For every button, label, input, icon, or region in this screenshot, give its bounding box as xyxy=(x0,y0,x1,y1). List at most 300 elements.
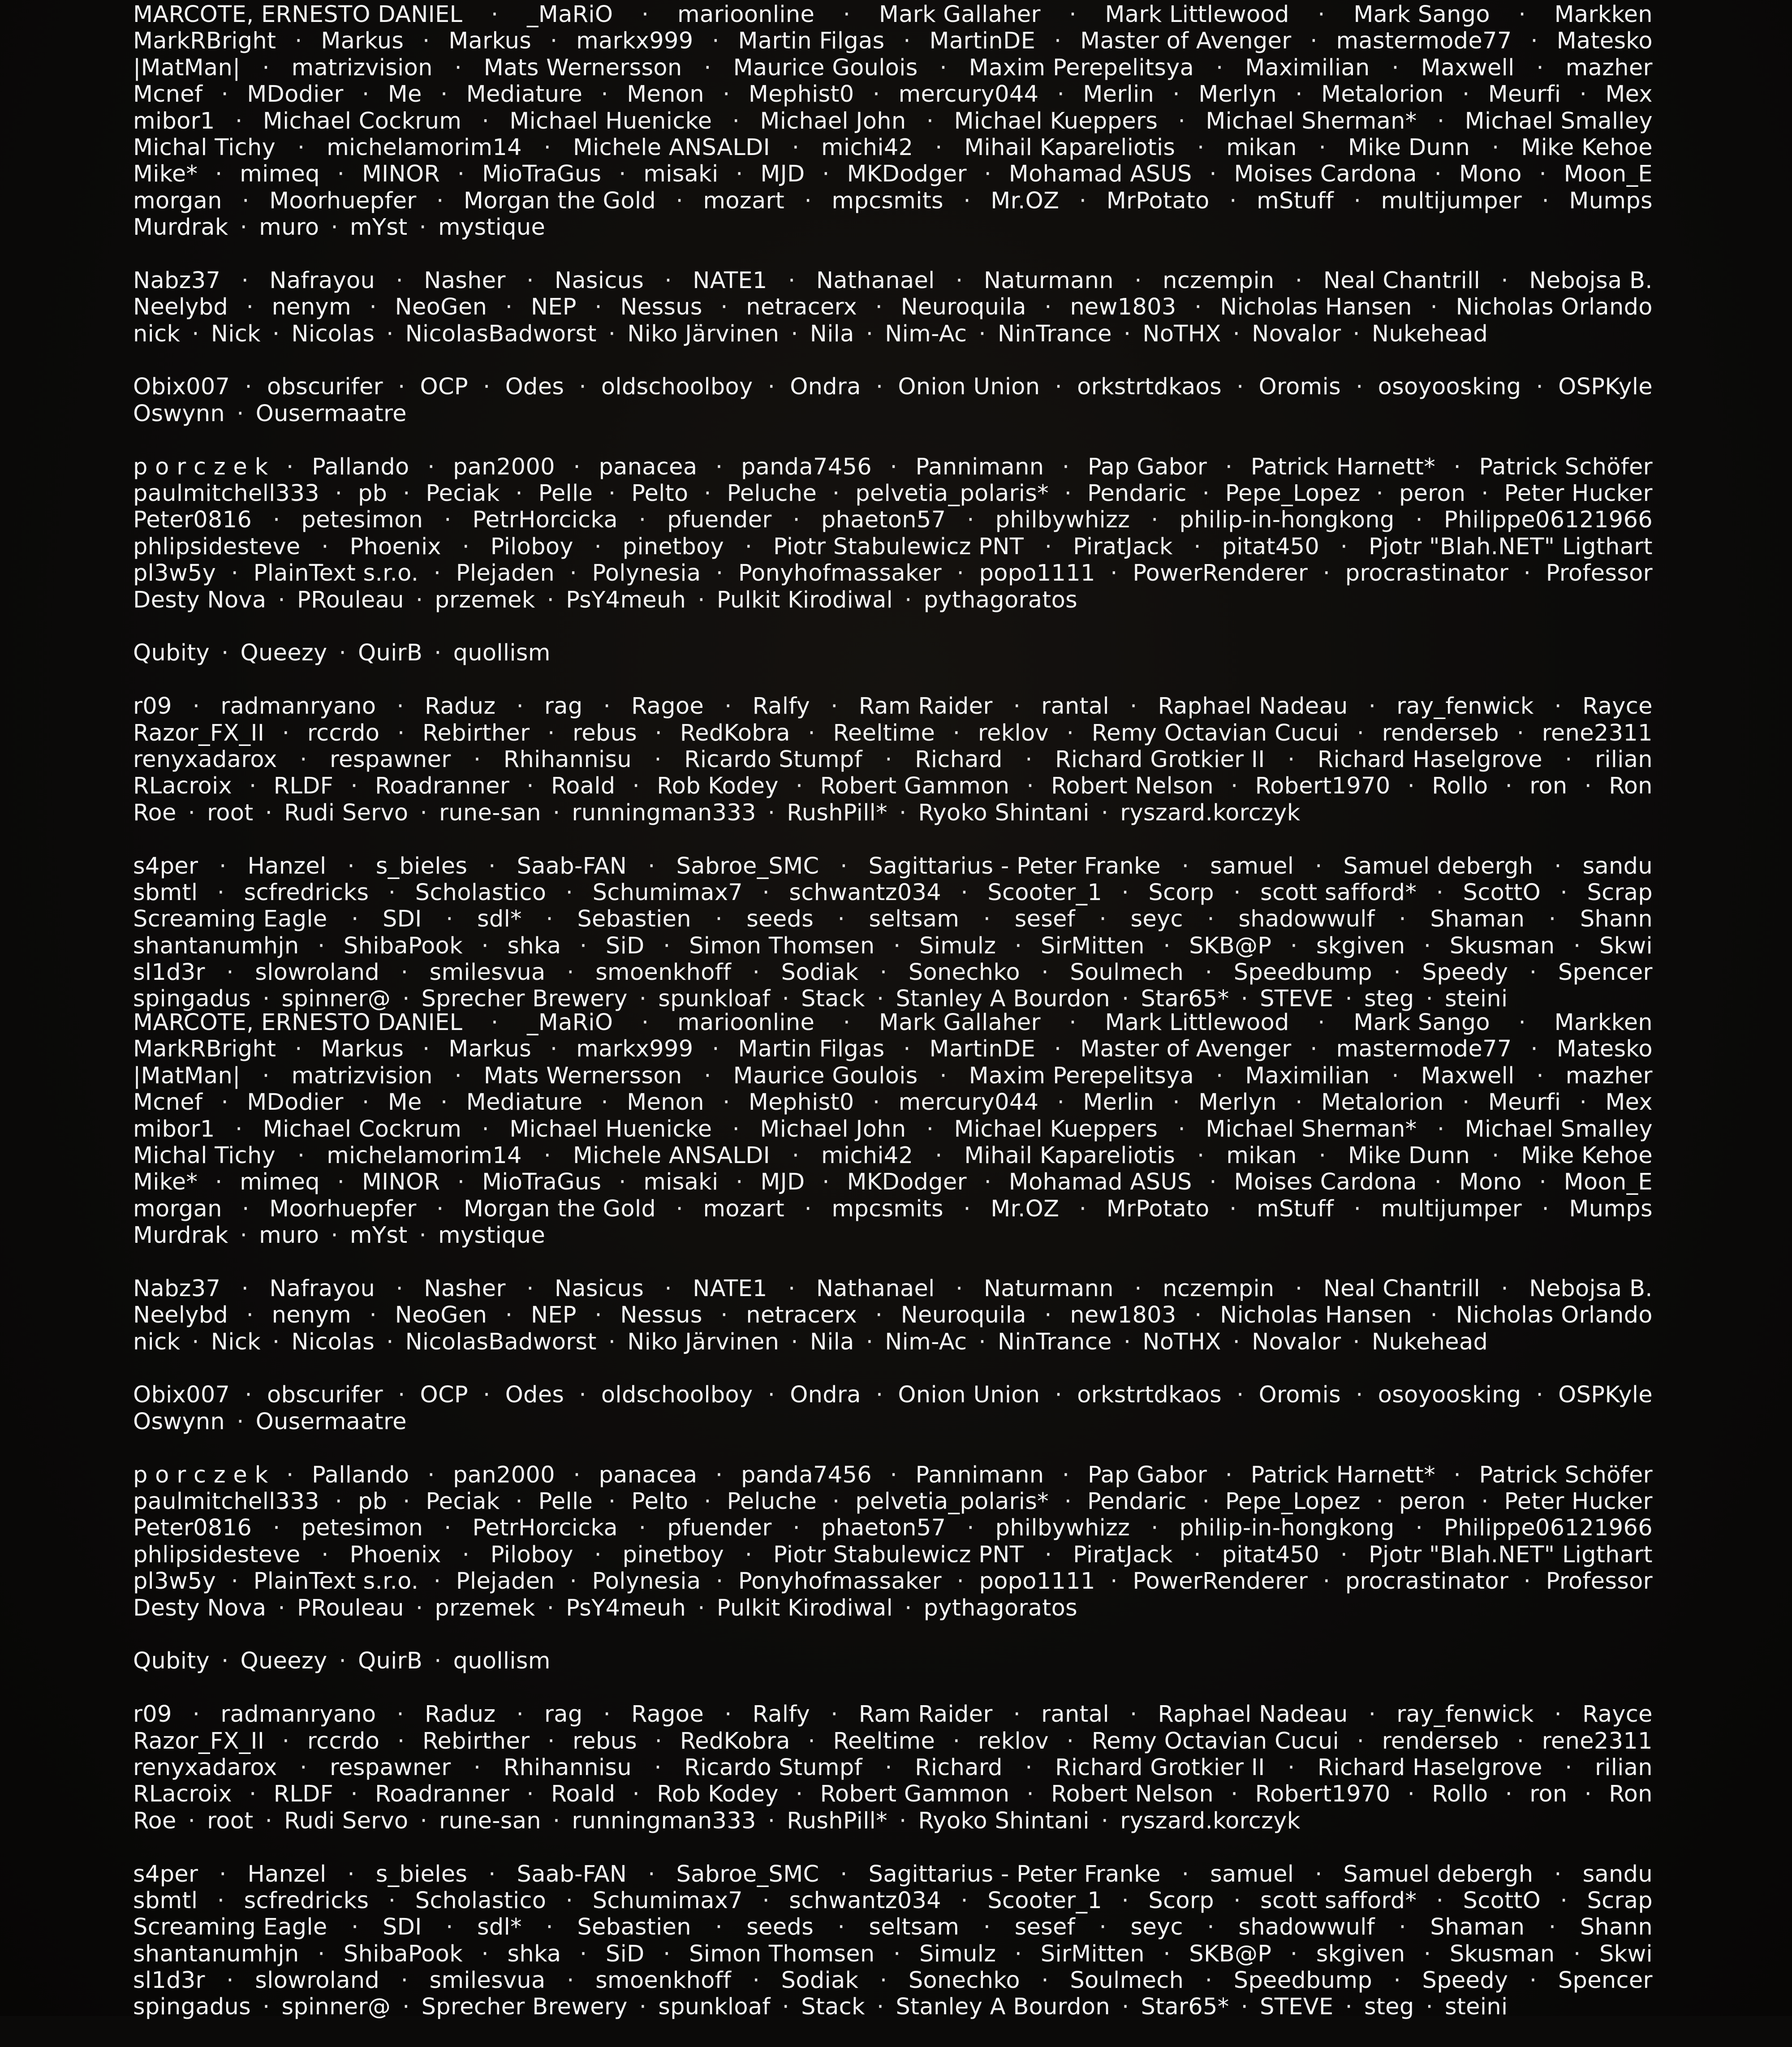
contributor-name: Star65* xyxy=(1141,986,1229,1013)
name-separator: · xyxy=(434,640,442,667)
name-separator: · xyxy=(875,1382,883,1409)
contributor-name: Piloboy xyxy=(490,1541,573,1568)
contributor-name: MioTraGus xyxy=(482,1169,602,1196)
credits-line xyxy=(133,1941,1653,1967)
name-separator: · xyxy=(822,1169,830,1196)
contributor-name: MioTraGus xyxy=(482,161,602,188)
name-separator: · xyxy=(457,161,465,188)
name-separator: · xyxy=(569,1568,577,1595)
contributor-name: nick xyxy=(133,1328,181,1355)
name-separator: · xyxy=(608,1328,616,1355)
name-separator: · xyxy=(1322,1568,1331,1595)
contributor-name: Michael Sherman* xyxy=(1206,1116,1417,1142)
contributor-name: Niko Järvinen xyxy=(627,320,780,347)
name-separator: · xyxy=(1579,1089,1587,1116)
name-separator: · xyxy=(192,693,200,720)
contributor-name: Moises Cardona xyxy=(1234,1169,1417,1196)
contributor-name: Morgan the Gold xyxy=(463,187,656,214)
name-separator: · xyxy=(1505,773,1513,800)
contributor-name: Nim-Ac xyxy=(885,320,967,347)
name-separator: · xyxy=(547,1728,555,1754)
contributor-name: Ricardo Stumpf xyxy=(684,1754,862,1781)
name-separator: · xyxy=(1055,1382,1062,1409)
credits-line xyxy=(133,1222,1653,1249)
name-separator: · xyxy=(866,320,874,347)
contributor-name: Maxwell xyxy=(1421,1062,1515,1089)
contributor-name: NeoGen xyxy=(395,294,487,321)
contributor-name: Maxim Perepelitsya xyxy=(969,54,1194,81)
contributor-name: netracerx xyxy=(746,294,857,321)
name-separator: · xyxy=(638,507,646,534)
name-separator: · xyxy=(1215,1062,1223,1089)
name-separator: · xyxy=(573,1461,581,1488)
contributor-name: NEP xyxy=(530,294,577,321)
contributor-name: Mike* xyxy=(133,1169,198,1196)
name-separator: · xyxy=(899,1807,907,1834)
credits-line xyxy=(133,1728,1653,1754)
contributor-name: Ponyhofmassaker xyxy=(738,1568,942,1595)
contributor-name: rebus xyxy=(573,720,638,746)
contributor-name: Roald xyxy=(551,1781,616,1808)
contributor-name: Scooter_1 xyxy=(987,1887,1103,1914)
name-separator: · xyxy=(792,1142,800,1169)
credits-line xyxy=(133,507,1653,533)
contributor-name: MINOR xyxy=(362,161,440,188)
name-separator: · xyxy=(488,853,496,879)
name-separator: · xyxy=(967,1515,974,1542)
contributor-name: Nicolas xyxy=(291,320,375,347)
name-separator: · xyxy=(567,959,574,986)
credits-line xyxy=(133,1382,1653,1408)
name-separator: · xyxy=(1134,1275,1142,1302)
name-separator: · xyxy=(446,906,453,933)
contributor-name: Robert Nelson xyxy=(1051,773,1214,800)
contributor-name: shadowwulf xyxy=(1238,1914,1375,1941)
name-separator: · xyxy=(1356,1382,1363,1409)
contributor-name: SirMitten xyxy=(1040,1940,1145,1967)
name-separator: · xyxy=(192,1701,200,1728)
name-separator: · xyxy=(1129,1701,1137,1728)
name-separator: · xyxy=(350,1781,358,1808)
contributor-name: Samuel debergh xyxy=(1343,1861,1534,1888)
name-separator: · xyxy=(241,267,249,294)
name-separator: · xyxy=(1069,1009,1077,1036)
name-separator: · xyxy=(1101,799,1109,826)
contributor-name: Peter Hucker xyxy=(1504,1488,1653,1515)
name-separator: · xyxy=(1430,1302,1438,1329)
contributor-name: OSPKyle xyxy=(1558,374,1653,401)
name-separator: · xyxy=(351,1914,359,1941)
name-separator: · xyxy=(1229,187,1237,214)
name-separator: · xyxy=(235,108,243,134)
credits-line xyxy=(133,1808,1653,1834)
contributor-name: Mono xyxy=(1459,1169,1522,1196)
contributor-name: Pepe_Lopez xyxy=(1225,480,1361,507)
name-separator: · xyxy=(272,320,280,347)
name-separator: · xyxy=(1013,1701,1021,1728)
contributor-name: Michael John xyxy=(760,1116,906,1142)
contributor-name: obscurifer xyxy=(267,374,383,401)
name-separator: · xyxy=(1151,1515,1159,1542)
contributor-name: Nasicus xyxy=(554,267,644,294)
name-separator: · xyxy=(457,1169,465,1196)
contributor-name: Neal Chantrill xyxy=(1323,267,1481,294)
name-separator: · xyxy=(526,1275,534,1302)
name-separator: · xyxy=(1194,294,1202,321)
credits-line xyxy=(133,1967,1653,1994)
contributor-name: PlainText s.r.o. xyxy=(253,560,419,587)
name-separator: · xyxy=(1353,1195,1361,1222)
contributor-name: Shaman xyxy=(1430,906,1525,933)
contributor-name: osoyoosking xyxy=(1378,374,1521,401)
contributor-name: panacea xyxy=(599,453,698,480)
contributor-name: PlainText s.r.o. xyxy=(253,1568,419,1595)
name-separator: · xyxy=(704,54,711,81)
name-separator: · xyxy=(1554,853,1562,879)
contributor-name: Robert Gammon xyxy=(820,1781,1010,1808)
contributor-name: skgiven xyxy=(1316,932,1405,959)
contributor-name: Obix007 xyxy=(133,1382,230,1409)
contributor-name: seltsam xyxy=(869,906,960,933)
contributor-name: MrPotato xyxy=(1106,1195,1210,1222)
contributor-name: NinTrance xyxy=(997,1328,1112,1355)
contributor-name: Odes xyxy=(505,374,564,401)
contributor-name: NEP xyxy=(530,1302,577,1329)
name-separator: · xyxy=(1542,187,1549,214)
credits-viewport-lower xyxy=(133,995,1653,2021)
contributor-name: Nicholas Hansen xyxy=(1220,294,1412,321)
name-separator: · xyxy=(1079,187,1087,214)
contributor-name: Morgan the Gold xyxy=(463,1195,656,1222)
name-separator: · xyxy=(337,161,345,188)
name-separator: · xyxy=(1368,693,1376,720)
credits-line xyxy=(133,1888,1653,1914)
contributor-name: SiD xyxy=(605,1940,645,1967)
name-separator: · xyxy=(295,1036,302,1063)
contributor-name: procrastinator xyxy=(1345,1568,1509,1595)
credits-line xyxy=(133,1701,1653,1728)
name-separator: · xyxy=(732,1116,740,1142)
contributor-name: Ron xyxy=(1609,1781,1653,1808)
contributor-name: Raduz xyxy=(424,1701,496,1728)
name-separator: · xyxy=(1357,720,1365,746)
contributor-name: Mohamad ASUS xyxy=(1008,161,1192,188)
contributor-name: quollism xyxy=(453,1648,551,1675)
name-separator: · xyxy=(433,560,441,587)
name-separator: · xyxy=(226,1967,234,1994)
name-separator: · xyxy=(402,986,410,1013)
contributor-name: Mark Gallaher xyxy=(879,1,1041,28)
contributor-name: Mark Sango xyxy=(1353,1,1490,28)
contributor-name: Nick xyxy=(211,1328,261,1355)
contributor-name: |MatMan| xyxy=(133,54,241,81)
contributor-name: Nathanael xyxy=(816,267,935,294)
contributor-name: Meurfi xyxy=(1488,81,1561,108)
credits-list xyxy=(133,1,1653,1039)
contributor-name: Desty Nova xyxy=(133,1595,267,1621)
contributor-name: sl1d3r xyxy=(133,1967,205,1994)
name-separator: · xyxy=(1121,1994,1129,2021)
name-separator: · xyxy=(1062,453,1070,480)
contributor-name: rene2311 xyxy=(1542,720,1653,746)
contributor-name: nenym xyxy=(271,1302,352,1329)
credits-line xyxy=(133,1036,1653,1062)
name-separator: · xyxy=(569,560,577,587)
name-separator: · xyxy=(1207,906,1215,933)
contributor-name: schwantz034 xyxy=(789,1887,941,1914)
name-separator: · xyxy=(1099,906,1107,933)
contributor-name: Nila xyxy=(810,1328,854,1355)
credits-line xyxy=(133,1515,1653,1541)
name-separator: · xyxy=(396,1701,404,1728)
name-separator: · xyxy=(648,853,655,879)
name-separator: · xyxy=(1426,1994,1434,2021)
name-separator: · xyxy=(419,214,427,241)
name-separator: · xyxy=(720,1302,728,1329)
name-separator: · xyxy=(926,108,934,134)
name-separator: · xyxy=(278,1595,285,1621)
name-separator: · xyxy=(317,932,325,959)
name-separator: · xyxy=(221,1089,228,1116)
name-separator: · xyxy=(956,560,964,587)
credits-line xyxy=(133,1754,1653,1781)
name-separator: · xyxy=(1232,320,1241,347)
name-separator: · xyxy=(481,932,489,959)
contributor-name: Menon xyxy=(627,1089,704,1116)
contributor-name: Nick xyxy=(211,320,261,347)
contributor-name: popo1111 xyxy=(979,560,1095,587)
contributor-name: ShibaPook xyxy=(343,1940,463,1967)
name-separator: · xyxy=(1101,1807,1109,1834)
contributor-name: Richard Grotkier II xyxy=(1055,1754,1265,1781)
contributor-name: ScottO xyxy=(1463,1887,1541,1914)
name-separator: · xyxy=(983,906,991,933)
contributor-name: SirMitten xyxy=(1040,932,1145,959)
contributor-name: shka xyxy=(507,1940,561,1967)
name-separator: · xyxy=(1391,1062,1399,1089)
contributor-name: philip-in-hongkong xyxy=(1179,1515,1395,1542)
name-separator: · xyxy=(1121,986,1129,1013)
name-separator: · xyxy=(1353,320,1360,347)
name-separator: · xyxy=(552,1807,560,1834)
credits-line xyxy=(133,534,1653,560)
contributor-name: mikan xyxy=(1226,134,1297,161)
contributor-name: mozart xyxy=(703,187,785,214)
contributor-name: Maximilian xyxy=(1245,1062,1370,1089)
name-separator: · xyxy=(396,693,404,720)
contributor-name: Merlin xyxy=(1083,81,1154,108)
contributor-name: Shann xyxy=(1580,906,1653,933)
contributor-name: Michele ANSALDI xyxy=(573,134,771,161)
contributor-name: morgan xyxy=(133,187,222,214)
contributor-name: Professor xyxy=(1546,560,1653,587)
name-separator: · xyxy=(876,986,884,1013)
name-separator: · xyxy=(1295,267,1303,294)
name-separator: · xyxy=(473,1754,481,1781)
contributor-name: Mumps xyxy=(1569,187,1653,214)
contributor-name: RushPill* xyxy=(787,1807,887,1834)
name-separator: · xyxy=(1423,1940,1431,1967)
name-separator: · xyxy=(608,480,616,507)
contributor-name: MartinDE xyxy=(929,1036,1036,1063)
contributor-name: philbywhizz xyxy=(995,507,1130,534)
name-separator: · xyxy=(505,294,513,321)
contributor-name: MARCOTE, ERNESTO DANIEL xyxy=(133,1,463,28)
contributor-name: Schumimax7 xyxy=(592,1887,743,1914)
name-separator: · xyxy=(905,586,912,613)
name-separator: · xyxy=(1345,986,1353,1013)
name-separator: · xyxy=(1110,560,1118,587)
name-separator: · xyxy=(215,1169,223,1196)
name-separator: · xyxy=(350,773,358,800)
contributor-name: orkstrtdkaos xyxy=(1077,1382,1222,1409)
name-separator: · xyxy=(1055,374,1062,401)
name-separator: · xyxy=(337,1169,345,1196)
contributor-name: Skwi xyxy=(1599,1940,1653,1967)
name-separator: · xyxy=(792,134,800,161)
contributor-name: s_bieles xyxy=(375,1861,468,1888)
contributor-name: SDI xyxy=(383,906,422,933)
name-separator: · xyxy=(1233,879,1241,906)
contributor-name: Star65* xyxy=(1141,1994,1229,2021)
name-separator: · xyxy=(1232,1328,1241,1355)
name-separator: · xyxy=(420,799,427,826)
contributor-name: Ryoko Shintani xyxy=(918,1807,1090,1834)
name-separator: · xyxy=(872,1089,880,1116)
name-separator: · xyxy=(262,54,270,81)
contributor-name: Metalorion xyxy=(1321,1089,1444,1116)
contributor-name: Scholastico xyxy=(415,879,547,906)
name-separator: · xyxy=(188,799,196,826)
contributor-name: NicolasBadworst xyxy=(405,1328,597,1355)
name-separator: · xyxy=(843,1009,851,1036)
credits-line xyxy=(133,374,1653,400)
name-separator: · xyxy=(1462,81,1470,108)
contributor-name: Piloboy xyxy=(490,533,573,560)
name-separator: · xyxy=(1573,1940,1581,1967)
name-separator: · xyxy=(550,1036,558,1063)
name-separator: · xyxy=(282,720,290,746)
name-separator: · xyxy=(273,1515,280,1542)
name-separator: · xyxy=(516,1701,524,1728)
contributor-name: Pap Gabor xyxy=(1087,453,1207,480)
contributor-name: Naturmann xyxy=(983,1275,1114,1302)
contributor-name: RLacroix xyxy=(133,1781,232,1808)
contributor-name: Maurice Goulois xyxy=(733,54,918,81)
name-separator: · xyxy=(654,1754,662,1781)
contributor-name: OSPKyle xyxy=(1558,1382,1653,1409)
contributor-name: Scrap xyxy=(1587,1887,1653,1914)
name-separator: · xyxy=(1415,1515,1423,1542)
contributor-name: Plejaden xyxy=(456,560,555,587)
name-separator: · xyxy=(1536,374,1544,401)
name-separator: · xyxy=(1209,161,1217,188)
contributor-name: Neuroquila xyxy=(900,294,1026,321)
contributor-name: Scorp xyxy=(1148,1887,1214,1914)
contributor-name: orkstrtdkaos xyxy=(1077,374,1222,401)
contributor-name: nenym xyxy=(271,294,352,321)
contributor-name: paulmitchell333 xyxy=(133,1488,319,1515)
contributor-name: Peter Hucker xyxy=(1504,480,1653,507)
contributor-name: Pelto xyxy=(631,1488,689,1515)
name-separator: · xyxy=(1318,134,1327,161)
name-separator: · xyxy=(192,320,199,347)
name-separator: · xyxy=(567,1967,574,1994)
name-separator: · xyxy=(956,1568,964,1595)
contributor-name: seyc xyxy=(1130,1914,1183,1941)
name-separator: · xyxy=(403,480,410,507)
contributor-name: Nebojsa B. xyxy=(1529,1275,1653,1302)
credits-line xyxy=(133,1488,1653,1515)
contributor-name: Pjotr "Blah.NET" Ligthart xyxy=(1368,1541,1653,1568)
contributor-name: PsY4meuh xyxy=(566,586,686,613)
contributor-name: Sabroe_SMC xyxy=(676,853,819,879)
contributor-name: Merlyn xyxy=(1198,81,1277,108)
contributor-name: Soulmech xyxy=(1070,1967,1184,1994)
credits-letter-group xyxy=(133,454,1653,613)
name-separator: · xyxy=(1436,879,1444,906)
contributor-name: Mohamad ASUS xyxy=(1008,1169,1192,1196)
contributor-name: Ryoko Shintani xyxy=(918,799,1090,826)
contributor-name: Ousermaatre xyxy=(255,1408,407,1435)
contributor-name: Hanzel xyxy=(247,1861,327,1888)
contributor-name: Moorhuepfer xyxy=(269,187,417,214)
contributor-name: mystique xyxy=(438,1222,546,1249)
name-separator: · xyxy=(952,1728,961,1754)
name-separator: · xyxy=(1295,81,1303,108)
name-separator: · xyxy=(782,1994,790,2021)
contributor-name: przemek xyxy=(435,1595,535,1621)
contributor-name: Ron xyxy=(1609,773,1653,800)
name-separator: · xyxy=(782,986,790,1013)
name-separator: · xyxy=(875,374,883,401)
contributor-name: Richard xyxy=(915,746,1003,773)
name-separator: · xyxy=(362,81,370,108)
contributor-name: mikan xyxy=(1226,1142,1297,1169)
name-separator: · xyxy=(339,1648,347,1675)
name-separator: · xyxy=(444,507,452,534)
contributor-name: Stack xyxy=(801,1994,865,2021)
contributor-name: Neuroquila xyxy=(900,1302,1026,1329)
contributor-name: Roe xyxy=(133,1807,177,1834)
contributor-name: rccrdo xyxy=(307,720,380,746)
contributor-name: NATE1 xyxy=(693,267,767,294)
name-separator: · xyxy=(245,1382,252,1409)
contributor-name: NeoGen xyxy=(395,1302,487,1329)
name-separator: · xyxy=(1110,1568,1118,1595)
contributor-name: Roadranner xyxy=(375,773,510,800)
credits-letter-group xyxy=(133,1648,1653,1674)
contributor-name: Piotr Stabulewicz PNT xyxy=(773,1541,1024,1568)
contributor-name: seeds xyxy=(746,906,814,933)
name-separator: · xyxy=(1044,294,1052,321)
credits-line xyxy=(133,1994,1653,2020)
name-separator: · xyxy=(1025,746,1033,773)
name-separator: · xyxy=(1178,108,1186,134)
name-separator: · xyxy=(231,1568,239,1595)
contributor-name: Robert1970 xyxy=(1255,773,1391,800)
contributor-name: Michal Tichy xyxy=(133,134,276,161)
contributor-name: Peter0816 xyxy=(133,507,252,534)
contributor-name: Michael Huenicke xyxy=(509,108,712,134)
contributor-name: shka xyxy=(507,932,561,959)
name-separator: · xyxy=(347,1861,355,1888)
credits-letter-group xyxy=(133,1382,1653,1435)
name-separator: · xyxy=(526,1781,534,1808)
contributor-name: shantanumhjn xyxy=(133,932,299,959)
name-separator: · xyxy=(1353,1328,1360,1355)
contributor-name: sesef xyxy=(1014,1914,1076,1941)
